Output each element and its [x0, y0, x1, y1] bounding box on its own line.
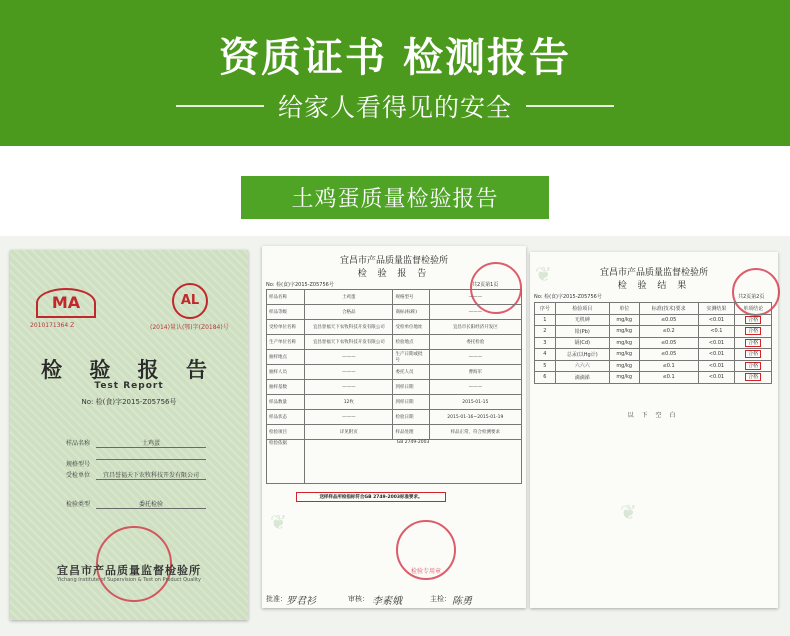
table-cell: 5: [535, 360, 556, 372]
form-cell-value: 样品正常，符合检测要求: [429, 425, 521, 440]
form-cell-value: 12枚: [305, 395, 393, 410]
table-cell: ≤0.2: [639, 326, 698, 338]
form-cell-value: 委托检验: [429, 335, 521, 350]
form-title: 宜昌市产品质量监督检验所: [339, 256, 448, 266]
table-row: [267, 290, 522, 305]
table-cell: mg/kg: [609, 314, 639, 326]
page-title: 资质证书 检测报告: [219, 35, 571, 81]
table-row: [535, 314, 772, 326]
table-row: [535, 360, 772, 372]
table-cell: mg/kg: [609, 337, 639, 349]
form-cell-label: 检验依据: [267, 440, 305, 484]
form-cell-label: 抽样基数: [267, 380, 305, 395]
pass-badge: 合格: [745, 373, 761, 381]
watermark-leaf: ❦: [535, 262, 552, 286]
form-page-number: 共2页第1页: [472, 282, 499, 288]
form-cell-label: 生产单位名称: [267, 335, 305, 350]
cover-field-label: 受检单位: [66, 472, 91, 479]
form-cell-value: ———: [429, 305, 521, 320]
divider-right: [526, 105, 614, 107]
cma-logo: MA: [36, 288, 96, 318]
table-cell: <0.01: [698, 349, 735, 361]
form-cell-value: 曹海军: [429, 365, 521, 380]
table-cell: ≤0.1: [639, 372, 698, 384]
table-cell: 2: [535, 326, 556, 338]
watermark-leaf: ❦: [620, 500, 637, 524]
result-cell: [735, 326, 772, 338]
results-page-number: 共2页第2页: [738, 294, 765, 300]
table-row: [535, 326, 772, 338]
cover-title: 检 验 报 告: [41, 358, 217, 382]
table-cell: <0.01: [698, 337, 735, 349]
form-cell-label: 抽样人员: [267, 365, 305, 380]
form-cell-label: 生产日期或批号: [393, 350, 429, 365]
pass-badge: 合格: [745, 316, 761, 324]
form-cell-label: 抽样地点: [267, 350, 305, 365]
blank-below-note: 以 下 空 白: [627, 412, 679, 419]
form-cell-value: GB 2749-2003: [305, 440, 522, 484]
cover-field-value: 委托检验: [96, 499, 206, 509]
form-cell-value: ———: [305, 410, 393, 425]
column-header: 实测结果: [698, 303, 735, 315]
table-cell: ≤0.05: [639, 349, 698, 361]
form-cell-label: 样品名称: [267, 290, 305, 305]
table-cell: <0.01: [698, 314, 735, 326]
cover-field-value: 土鸡蛋: [96, 438, 206, 448]
cover-title-en: Test Report: [94, 381, 164, 391]
table-row: [267, 365, 522, 380]
column-header: 单项结论: [735, 303, 772, 315]
cover-institute-en: Yichang Institute of Supervision & Test on Product Quality: [57, 577, 201, 583]
table-cell: <0.01: [698, 360, 735, 372]
table-cell: 总汞(以Hg计): [555, 349, 609, 361]
table-row: [535, 337, 772, 349]
table-cell: 3: [535, 337, 556, 349]
form-cell-label: 规格型号: [393, 290, 429, 305]
table-cell: ≤0.05: [639, 337, 698, 349]
column-header: 标准(技术)要求: [639, 303, 698, 315]
table-cell: mg/kg: [609, 326, 639, 338]
form-cell-value: ———: [305, 380, 393, 395]
results-report-no: No: 检(食)字2015-Z05756号: [534, 294, 602, 300]
table-cell: mg/kg: [609, 349, 639, 361]
cma-number: 2010171364 Z: [30, 322, 75, 329]
table-cell: 无机砷: [555, 314, 609, 326]
form-cell-label: 样品状态: [267, 410, 305, 425]
tester-label: 主检：: [430, 595, 451, 603]
cover-report-no: No: 检(食)字2015-Z05756号: [81, 398, 177, 406]
table-row: [267, 380, 522, 395]
column-header: 单位: [609, 303, 639, 315]
inspection-stamp: 检验专用章: [396, 520, 456, 580]
form-report-no: No: 检(食)字2015-Z05756号: [266, 282, 334, 288]
form-cell-label: 受检单位地址: [393, 320, 429, 335]
table-row: [267, 440, 522, 484]
table-row: [267, 320, 522, 335]
watermark-leaf: ❦: [270, 510, 287, 534]
conclusion-text: 送样样品所检指标符合GB 2749-2003标准要求。: [296, 492, 446, 502]
table-cell: 6: [535, 372, 556, 384]
form-cell-value: 宜昌市长阳经济开发区: [429, 320, 521, 335]
table-cell: 六六六: [555, 360, 609, 372]
table-cell: <0.01: [698, 372, 735, 384]
form-cell-value: ———: [305, 350, 393, 365]
form-cell-label: 样品处理: [393, 425, 429, 440]
form-cell-label: 检验地点: [393, 335, 429, 350]
table-row: [267, 425, 522, 440]
form-cell-label: 到样日期: [393, 380, 429, 395]
result-cell: [735, 349, 772, 361]
results-subtitle: 检 验 结 果: [617, 281, 691, 291]
table-row: [535, 349, 772, 361]
section-title: 土鸡蛋质量检验报告: [241, 176, 549, 219]
column-header: 序号: [535, 303, 556, 315]
table-cell: 1: [535, 314, 556, 326]
table-cell: 滴滴涕: [555, 372, 609, 384]
table-header-row: [535, 303, 772, 315]
subtitle-row: [0, 88, 790, 124]
table-row: [267, 350, 522, 365]
table-cell: ≤0.1: [639, 360, 698, 372]
cover-field-label: 样品名称: [66, 440, 91, 447]
table-row: [267, 395, 522, 410]
cover-field-label: 规格型号: [66, 461, 91, 468]
form-cell-value: 2015-01-15: [429, 395, 521, 410]
cal-logo: AL: [172, 283, 208, 319]
results-table: [534, 302, 772, 384]
reviewer-signature: 李素娥: [372, 596, 402, 607]
result-cell: [735, 337, 772, 349]
tester-signature: 陈勇: [452, 596, 472, 607]
pass-badge: 合格: [745, 327, 761, 335]
table-cell: mg/kg: [609, 360, 639, 372]
cover-field-value: 宜昌誉福天下农牧科技开发有限公司: [96, 470, 206, 480]
report-form-table: [266, 289, 522, 484]
results-title: 宜昌市产品质量监督检验所: [599, 268, 708, 278]
table-cell: 镉(Cd): [555, 337, 609, 349]
result-cell: [735, 360, 772, 372]
form-cell-value: ———: [305, 365, 393, 380]
table-cell: <0.1: [698, 326, 735, 338]
approver-label: 批准：: [266, 595, 287, 603]
approver-signature: 罗君衫: [286, 596, 316, 607]
column-header: 检验项目: [555, 303, 609, 315]
cover-institute: 宜昌市产品质量监督检验所: [57, 564, 201, 577]
result-cell: [735, 314, 772, 326]
form-cell-value: 2015-01-16~2015-01-19: [429, 410, 521, 425]
form-cell-value: 宜昌誉福天下农牧科技开发有限公司: [305, 335, 393, 350]
cal-number: (2014)量认(鄂)字(Z0184)号: [150, 324, 229, 331]
form-cell-label: 到样日期: [393, 395, 429, 410]
form-cell-label: 检验项目: [267, 425, 305, 440]
table-row: [267, 410, 522, 425]
result-cell: [735, 372, 772, 384]
pass-badge: 合格: [745, 362, 761, 370]
form-cell-label: 商标(标称): [393, 305, 429, 320]
form-cell-label: 样品等级: [267, 305, 305, 320]
form-cell-label: 检验日期: [393, 410, 429, 425]
header-banner: [0, 0, 790, 146]
divider-left: [176, 105, 264, 107]
table-row: [267, 335, 522, 350]
form-subtitle: 检 验 报 告: [357, 269, 431, 279]
cover-field-value: [96, 459, 206, 460]
page-subtitle: 给家人看得见的安全: [277, 93, 512, 122]
form-cell-label: 受检单位名称: [267, 320, 305, 335]
table-row: [267, 305, 522, 320]
cover-field-label: 检验类型: [66, 501, 91, 508]
form-cell-value: 合格品: [305, 305, 393, 320]
table-cell: 铅(Pb): [555, 326, 609, 338]
table-row: [535, 372, 772, 384]
table-cell: mg/kg: [609, 372, 639, 384]
pass-badge: 合格: [745, 350, 761, 358]
form-cell-value: ———: [429, 290, 521, 305]
reviewer-label: 审核：: [348, 595, 369, 603]
form-cell-label: 样品数量: [267, 395, 305, 410]
form-cell-value: ———: [429, 350, 521, 365]
form-cell-value: 详见附页: [305, 425, 393, 440]
form-cell-label: 委托人员: [393, 365, 429, 380]
pass-badge: 合格: [745, 339, 761, 347]
table-cell: 4: [535, 349, 556, 361]
table-cell: ≤0.05: [639, 314, 698, 326]
form-cell-value: ———: [429, 380, 521, 395]
form-cell-value: 土鸡蛋: [305, 290, 393, 305]
form-cell-value: 宜昌誉福天下农牧科技开发有限公司: [305, 320, 393, 335]
